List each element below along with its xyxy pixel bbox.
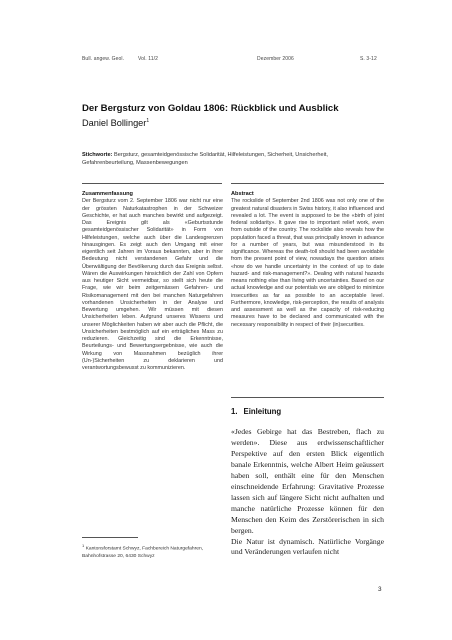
summary-text: Der Bergsturz vom 2. September 1806 war nicht nur eine der grössten Naturkatastrophen in der Schweizer Geschichte, er hat auch manches bewirkt und aufgezeigt. Das Ereignis gilt als «Geburtsstunde gesamteidgenössischer Solidarität» in Form von Hilfeleistungen, welche auch über die Landesgrenzen hinausgingen. Es zeigt auch den Umgang mit einer eigentlich seit Jahren im Voraus bekannten, aber in ihrer Bedeutung nicht verstandenen Gefahr und die Überwältigung der Bevölkerung durch das Ereignis selbst. Wären die Auswirkungen hinsichtlich der Zahl von Opfern aus heutiger Sicht vermeidbar, so stellt sich heute die Frage, wie wir beim zeitgemässen Gefahren- und Risikomanagement mit den bei manchen Naturgefahren vorhandenen Unsicherheiten in der Analyse und Bewertung umgehen. Wir müssen mit diesen Unsicherheiten leben. Aufgrund unseres Wissens und unserer Möglichkeiten haben wir aber auch die Pflicht, die Unsicherheiten bestmöglich auf ein erträgliches Mass zu reduzieren. Gleichzeitig sind die Erkenntnisse, Beurteilungs- und Bewertungsergebnisse, wie auch die Wirkung von Massnahmen bezüglich ihrer (Un-)Sicherheiten zu deklarieren und verantwortungsbewusst zu kommunizieren.: [82, 198, 223, 371]
body-paragraph: Die Natur ist dynamisch. Natürliche Vorgänge und Veränderungen verlaufen nicht: [231, 536, 384, 557]
abstract-column: [231, 191, 384, 329]
divider-abstract-end: [231, 397, 384, 398]
section-title: Einleitung: [243, 407, 282, 416]
section-heading: [231, 407, 281, 416]
section-number: 1.: [231, 407, 238, 416]
section-body: [231, 427, 384, 558]
keywords-text: Bergsturz, gesamteidgenössische Solidarität, Hilfeleistungen, Sicherheit, Unsicherheit, Gefahrenbeurteilung, Massenbewegungen: [82, 152, 328, 166]
header-date: Dezember 2006: [257, 56, 294, 62]
summary-column: [82, 191, 223, 372]
keywords: [82, 152, 376, 167]
footnote-divider: [82, 537, 138, 538]
body-paragraph: «Jedes Gebirge hat das Bestreben, flach zu werden». Diese aus erdwissenschaftlicher Perspektive auf den ersten Blick eigentlich banale Erkenntnis, welche Albert Heim geäussert haben soll, enthält eine für den Menschen einschneidende Erfahrung: Gravitative Prozesse lassen sich auf längere Sicht nicht aufhalten und manche natürliche Prozesse können für den Menschen den Keim des Zerstörerischen in sich bergen.: [231, 427, 384, 535]
page-number: 3: [378, 586, 382, 593]
paper-author: [82, 115, 382, 129]
abstract-heading: Abstract: [231, 191, 254, 197]
summary-heading: Zusammenfassung: [82, 191, 133, 197]
author-footnote-mark: 1: [146, 118, 150, 124]
keywords-label: Stichworte:: [82, 152, 113, 158]
divider-right: [231, 183, 384, 184]
author-name: Daniel Bollinger: [82, 118, 147, 129]
header-volume: Vol. 11/2: [138, 56, 158, 62]
footnote: [82, 542, 220, 560]
footnote-text: Kantonsforstamt Schwyz, Fachbereich Naturgefahren, Bahnhofstrasse 20, 6430 Schwyz: [82, 546, 204, 559]
divider-left: [82, 183, 222, 184]
header-journal: Bull. angew. Geol.: [82, 56, 125, 62]
paper-title: Der Bergsturz von Goldau 1806: Rückblick und Ausblick: [82, 103, 339, 114]
footnote-mark: 1: [82, 543, 85, 548]
header-pages: S. 3-12: [360, 56, 377, 62]
abstract-text: The rockslide of September 2nd 1806 was not only one of the greatest natural disasters in Swiss history, it also influenced and revealed a lot. The event is supposed to be the «birth of joint federal solidarity». It gave rise to important relief work, even from outside of the country. The rockslide also reveals how the population faced a threat, that was principally known in advance for a number of years, but was misunderstood in its significance. Whereas the death-toll should had been avoidable from the present point of view, nowadays the question arises «how do we handle uncertainty in the context of up to date hazard- and risk-management?». Dealing with natural hazards means nothing else than living with uncertainties. Based on our actual knowledge and our potentials we are obliged to minimize insecurities as far as possible to an acceptable level. Furthermore, knowledge, risk-perception, the results of analysis and assessment as well as the capacity of risk-reducing measures have to be declared and communicated with the necessary responsibility in respect of their (in)securities.: [231, 198, 384, 328]
